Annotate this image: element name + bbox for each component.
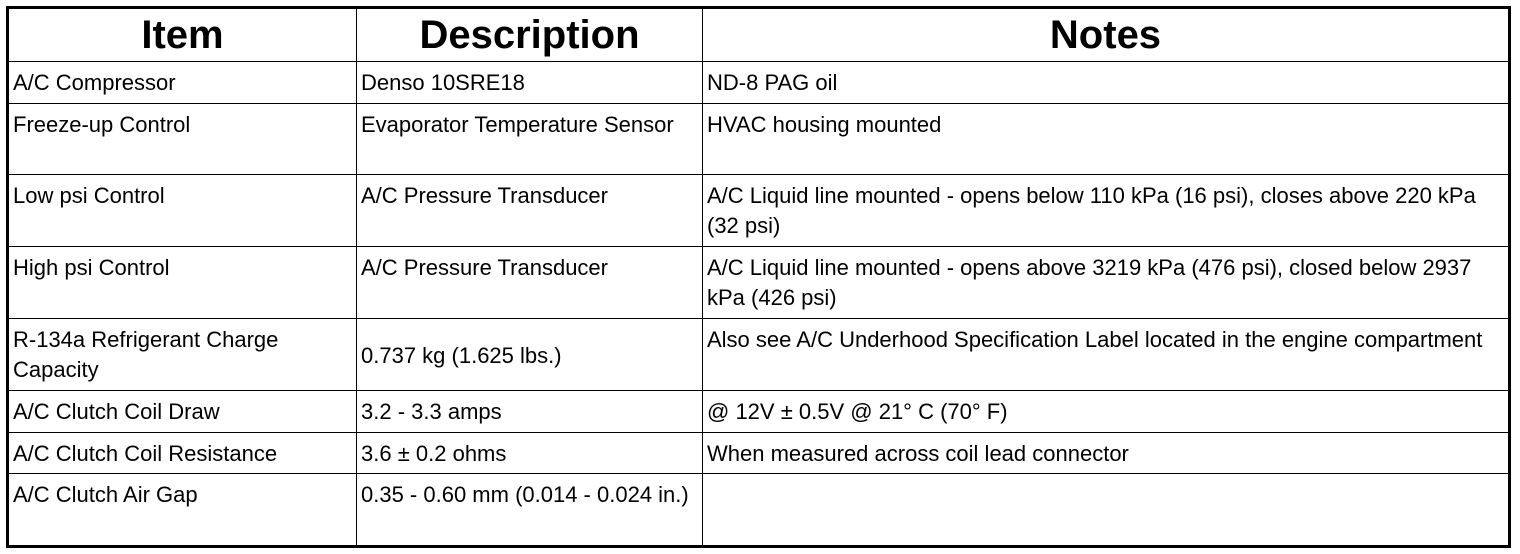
specifications-table xyxy=(6,6,1511,548)
cell-description: A/C Pressure Transducer xyxy=(357,247,703,319)
table-header-row xyxy=(8,8,1510,62)
cell-item: Freeze-up Control xyxy=(8,103,357,175)
cell-item: R-134a Refrigerant Charge Capacity xyxy=(8,319,357,391)
cell-notes: ND-8 PAG oil xyxy=(703,62,1510,104)
cell-description: 0.737 kg (1.625 lbs.) xyxy=(357,319,703,391)
table-row xyxy=(8,319,1510,391)
cell-description: 0.35 - 0.60 mm (0.014 - 0.024 in.) xyxy=(357,474,703,547)
table-row xyxy=(8,62,1510,104)
cell-notes: Also see A/C Underhood Specification Label located in the engine compartment xyxy=(703,319,1510,391)
table-row xyxy=(8,103,1510,175)
table-row xyxy=(8,391,1510,433)
table-row xyxy=(8,474,1510,547)
header-description: Description xyxy=(357,8,703,62)
cell-notes: @ 12V ± 0.5V @ 21° C (70° F) xyxy=(703,391,1510,433)
cell-description: 3.2 - 3.3 amps xyxy=(357,391,703,433)
cell-description: 3.6 ± 0.2 ohms xyxy=(357,432,703,474)
cell-item: A/C Compressor xyxy=(8,62,357,104)
cell-notes: A/C Liquid line mounted - opens below 110 kPa (16 psi), closes above 220 kPa (32 psi) xyxy=(703,175,1510,247)
cell-description: Evaporator Temperature Sensor xyxy=(357,103,703,175)
header-item: Item xyxy=(8,8,357,62)
cell-item: A/C Clutch Coil Draw xyxy=(8,391,357,433)
cell-notes: When measured across coil lead connector xyxy=(703,432,1510,474)
header-notes: Notes xyxy=(703,8,1510,62)
table-row xyxy=(8,247,1510,319)
cell-item: A/C Clutch Air Gap xyxy=(8,474,357,547)
cell-notes: HVAC housing mounted xyxy=(703,103,1510,175)
spec-sheet xyxy=(6,6,1508,548)
cell-item: Low psi Control xyxy=(8,175,357,247)
cell-item: A/C Clutch Coil Resistance xyxy=(8,432,357,474)
cell-description: A/C Pressure Transducer xyxy=(357,175,703,247)
table-row xyxy=(8,432,1510,474)
cell-notes xyxy=(703,474,1510,547)
cell-item: High psi Control xyxy=(8,247,357,319)
cell-notes: A/C Liquid line mounted - opens above 3219 kPa (476 psi), closed below 2937 kPa (426 psi) xyxy=(703,247,1510,319)
cell-description: Denso 10SRE18 xyxy=(357,62,703,104)
table-row xyxy=(8,175,1510,247)
